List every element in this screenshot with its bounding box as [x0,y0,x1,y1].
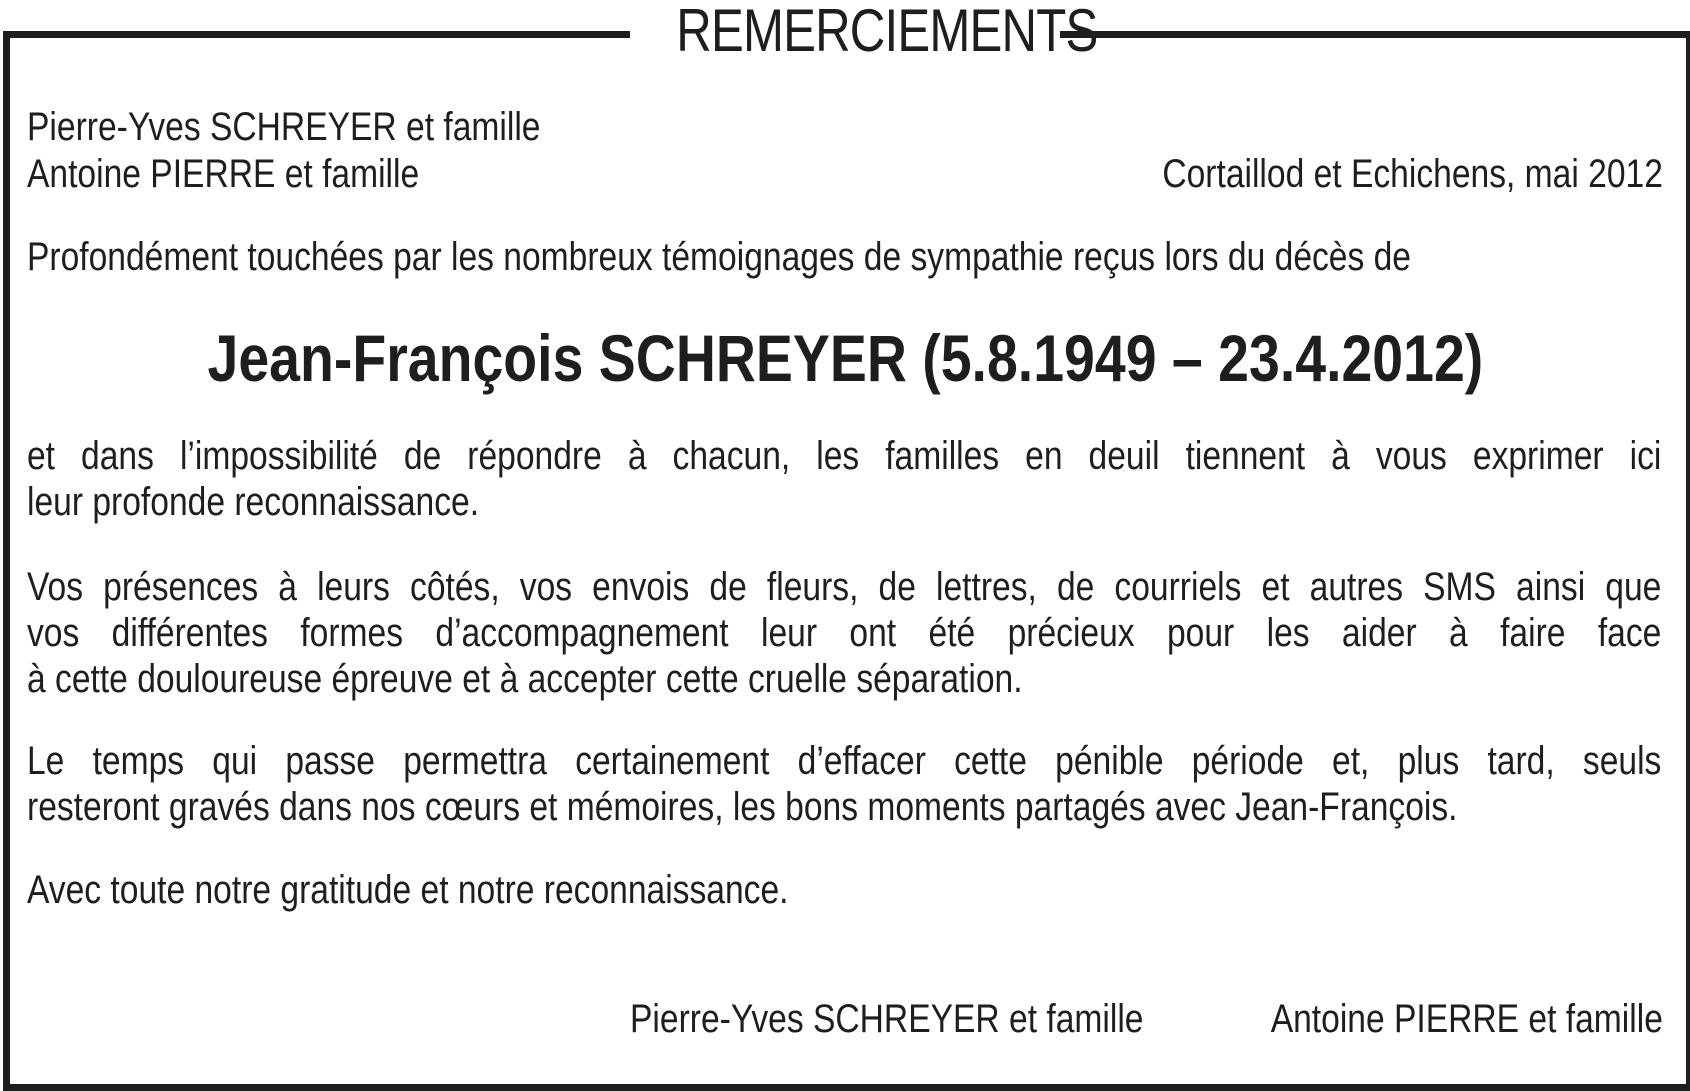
notice-title-container [630,0,1098,64]
closing-line [27,866,934,914]
paragraph-2 [27,564,1662,702]
paragraph-2-line-3-text: à cette douloureuse épreuve et à accepter cette cruelle séparation. [27,657,1023,701]
family-line-2-text: Antoine PIERRE et famille [27,152,420,196]
closing-line-text: Avec toute notre gratitude et notre reconnaissance. [27,868,789,912]
paragraph-1-line-2 [27,479,1662,525]
paragraph-3-line-1-text: Le temps qui passe permettra certainement d’effacer cette pénible période et, plus tard, seuls [27,739,1662,783]
deceased-name-heading [0,318,1690,398]
paragraph-3 [27,738,1662,830]
intro-text [27,233,1675,281]
signature-schreyer-text: Pierre-Yves SCHREYER et famille [630,997,1144,1041]
family-line-2 [27,150,494,198]
paragraph-1-line-2-text: leur profonde reconnaissance. [27,480,480,524]
paragraph-2-line-3 [27,656,1662,702]
signature-schreyer [630,995,1241,1043]
family-line-1-text: Pierre-Yves SCHREYER et famille [27,105,541,149]
paragraph-3-line-1 [27,738,1662,784]
paragraph-2-line-1 [27,564,1662,610]
paragraph-2-line-1-text: Vos présences à leurs côtés, vos envois de fleurs, de lettres, de courriels et autres SMS ainsi que [27,565,1662,609]
signature-pierre [1196,995,1663,1043]
place-date [1067,150,1663,198]
signature-pierre-text: Antoine PIERRE et famille [1270,997,1663,1041]
deceased-name-text: Jean-François SCHREYER (5.8.1949 – 23.4.2012) [207,321,1483,395]
paragraph-1 [27,433,1662,525]
paragraph-2-line-2-text: vos différentes formes d’accompagnement leur ont été précieux pour les aider à faire face [27,611,1662,655]
place-date-text: Cortaillod et Echichens, mai 2012 [1162,152,1663,196]
paragraph-1-line-1-text: et dans l’impossibilité de répondre à chacun, les familles en deuil tiennent à vous exprimer ici [27,434,1662,478]
family-line-1 [27,103,638,151]
paragraph-3-line-2 [27,784,1662,830]
intro-text-content: Profondément touchées par les nombreux témoignages de sympathie reçus lors du décès de [27,235,1412,279]
paragraph-2-line-2 [27,610,1662,656]
paragraph-3-line-2-text: resteront gravés dans nos cœurs et mémoires, les bons moments partagés avec Jean-François. [27,785,1458,829]
paragraph-1-line-1 [27,433,1662,479]
notice-title: REMERCIEMENTS [676,0,1098,64]
